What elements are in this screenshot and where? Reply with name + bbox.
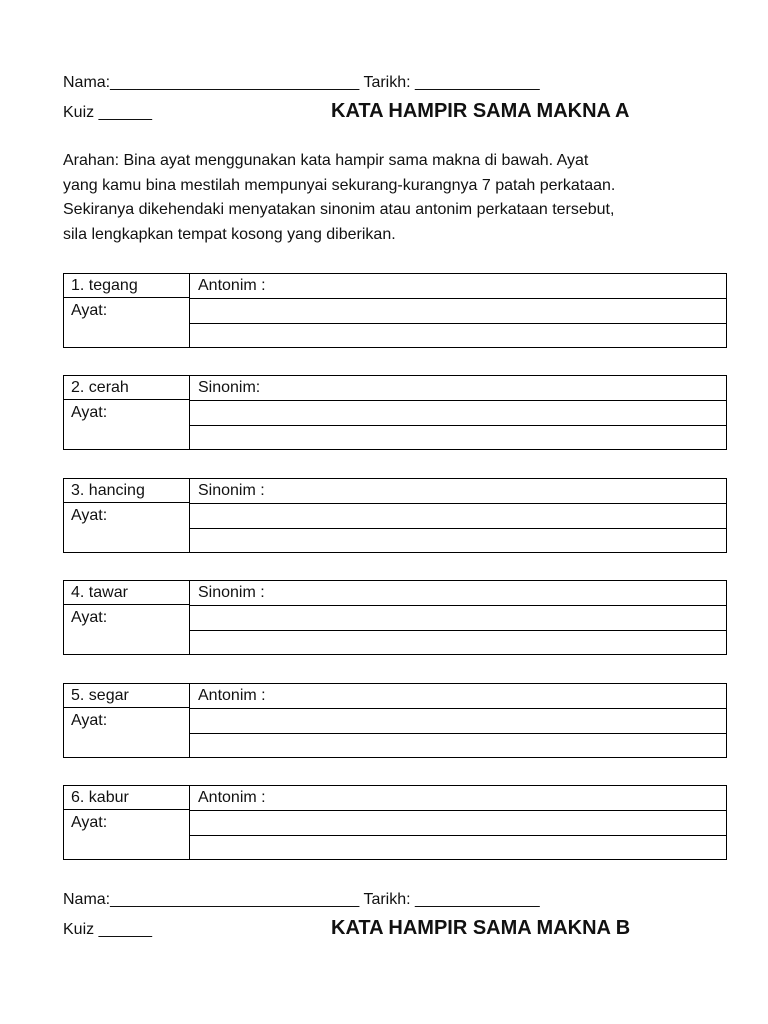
question-word: 1. tegang: [71, 277, 138, 294]
question-box-6: [63, 785, 727, 860]
question-word: 2. cerah: [71, 379, 129, 396]
instructions: [63, 149, 743, 247]
relation-label[interactable]: Sinonim :: [198, 584, 265, 601]
relation-label[interactable]: Antonim :: [198, 687, 266, 704]
instruction-line: Arahan: Bina ayat menggunakan kata hampir sama makna di bawah. Ayat: [63, 152, 589, 169]
relation-label[interactable]: Antonim :: [198, 789, 266, 806]
question-box-4: [63, 580, 727, 655]
instruction-line: Sekiranya dikehendaki menyatakan sinonim atau antonim perkataan tersebut,: [63, 201, 615, 218]
question-box-2: [63, 375, 727, 450]
ayat-label: Ayat:: [71, 609, 108, 626]
relation-label[interactable]: Sinonim:: [198, 379, 261, 396]
name-date-line-a[interactable]: Nama:____________________________ Tarikh: ______________: [63, 74, 540, 91]
worksheet-title-a: KATA HAMPIR SAMA MAKNA A: [331, 100, 630, 122]
instruction-line: yang kamu bina mestilah mempunyai sekurang-kurangnya 7 patah perkataan.: [63, 176, 616, 194]
question-word: 3. hancing: [71, 482, 145, 499]
question-word: 5. segar: [71, 687, 129, 704]
worksheet-title-b: KATA HAMPIR SAMA MAKNA B: [331, 917, 631, 939]
relation-label[interactable]: Sinonim :: [198, 482, 265, 499]
ayat-label: Ayat:: [71, 302, 108, 319]
question-word: 6. kabur: [71, 789, 129, 806]
name-date-line-b[interactable]: Nama:____________________________ Tarikh: ______________: [63, 891, 540, 908]
question-box-1: [63, 273, 727, 348]
relation-label[interactable]: Antonim :: [198, 277, 266, 294]
instruction-line: sila lengkapkan tempat kosong yang diberikan.: [63, 225, 396, 243]
question-box-3: [63, 478, 727, 553]
kuiz-line-b[interactable]: Kuiz ______: [63, 921, 152, 938]
ayat-label: Ayat:: [71, 712, 108, 729]
question-word: 4. tawar: [71, 584, 128, 601]
kuiz-line-a[interactable]: Kuiz ______: [63, 104, 152, 121]
ayat-label: Ayat:: [71, 404, 108, 421]
question-box-5: [63, 683, 727, 758]
ayat-label: Ayat:: [71, 507, 108, 524]
ayat-label: Ayat:: [71, 814, 108, 831]
